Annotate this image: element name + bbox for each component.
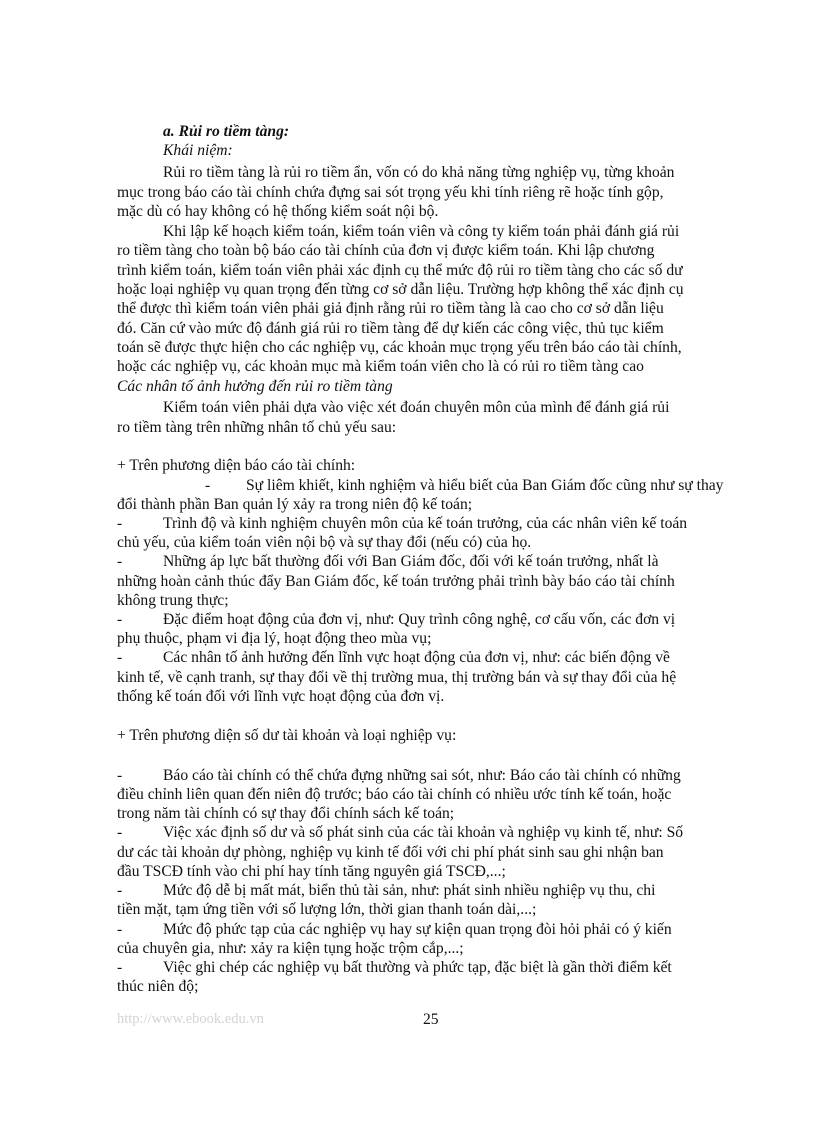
paragraph-line: toán sẽ được thực hiện cho các nghiệp vụ, các khoản mục trọng yếu trên báo cáo tài chính, bbox=[117, 339, 682, 356]
paragraph-line: Khi lập kế hoạch kiểm toán, kiểm toán viên và công ty kiểm toán phải đánh giá rủi bbox=[163, 223, 680, 240]
paragraph-line: thể được thì kiểm toán viên phải giả định rằng rủi ro tiềm tàng là cao cho cơ sở dẫn liệu bbox=[117, 300, 664, 317]
factors-label: Các nhân tố ảnh hưởng đến rủi ro tiềm tàng bbox=[117, 378, 393, 395]
section-title: + Trên phương diện số dư tài khoản và loại nghiệp vụ: bbox=[117, 727, 457, 744]
list-item-line: đầu TSCĐ tính vào chi phí hay tính tăng nguyên giá TSCĐ,...; bbox=[117, 863, 506, 880]
list-item-line: đổi thành phần Ban quản lý xảy ra trong niên độ kế toán; bbox=[117, 496, 473, 513]
list-item-line: Đặc điểm hoạt động của đơn vị, như: Quy trình công nghệ, cơ cấu vốn, các đơn vị bbox=[163, 611, 676, 628]
list-item-line: Việc ghi chép các nghiệp vụ bất thường và phức tạp, đặc biệt là gần thời điểm kết bbox=[163, 959, 672, 976]
concept-label: Khái niệm: bbox=[163, 142, 233, 159]
list-item-line: Sự liêm khiết, kinh nghiệm và hiểu biết của Ban Giám đốc cũng như sự thay bbox=[246, 477, 724, 494]
paragraph-line: đó. Căn cứ vào mức độ đánh giá rủi ro tiềm tàng để dự kiến các công việc, thủ tục kiểm bbox=[117, 320, 664, 337]
list-item-line: trong năm tài chính có sự thay đổi chính sách kế toán; bbox=[117, 805, 455, 822]
heading: a. Rủi ro tiềm tàng: bbox=[163, 123, 290, 140]
paragraph-line: Kiểm toán viên phải dựa vào việc xét đoán chuyên môn của mình để đánh giá rủi bbox=[163, 399, 670, 416]
paragraph-line: ro tiềm tàng trên những nhân tố chủ yếu sau: bbox=[117, 419, 397, 436]
footer-url[interactable]: http://www.ebook.edu.vn bbox=[117, 1011, 264, 1027]
list-item-line: không trung thực; bbox=[117, 592, 229, 609]
paragraph-line: ro tiềm tàng cho toàn bộ báo cáo tài chính của đơn vị được kiểm toán. Khi lập chương bbox=[117, 242, 655, 259]
paragraph-line: hoặc các nghiệp vụ, các khoản mục mà kiểm toán viên cho là có rủi ro tiềm tàng cao bbox=[117, 358, 644, 375]
list-item-line: Mức độ phức tạp của các nghiệp vụ hay sự kiện quan trọng đòi hỏi phải có ý kiến bbox=[163, 921, 672, 938]
list-dash: - bbox=[117, 611, 123, 628]
list-dash: - bbox=[117, 515, 123, 532]
list-item-line: thúc niên độ; bbox=[117, 978, 199, 995]
list-dash: - bbox=[117, 959, 123, 976]
section-title: + Trên phương diện báo cáo tài chính: bbox=[117, 457, 356, 474]
paragraph-line: mặc dù có hay không có hệ thống kiểm soát nội bộ. bbox=[117, 203, 439, 220]
list-item-line: những hoàn cảnh thúc đẩy Ban Giám đốc, kế toán trưởng phải trình bày báo cáo tài chính bbox=[117, 573, 675, 590]
paragraph-line: trình kiểm toán, kiểm toán viên phải xác định cụ thể mức độ rủi ro tiềm tàng cho các số dư bbox=[117, 262, 683, 279]
list-dash: - bbox=[117, 882, 123, 899]
list-dash: - bbox=[117, 553, 123, 570]
list-item-line: điều chỉnh liên quan đến niên độ trước; báo cáo tài chính có nhiều ước tính kế toán, hoặc bbox=[117, 786, 672, 803]
list-dash: - bbox=[117, 921, 123, 938]
list-dash: - bbox=[117, 824, 123, 841]
list-item-line: kinh tế, về cạnh tranh, sự thay đổi về thị trường mua, thị trường bán và sự thay đổi của hệ bbox=[117, 669, 677, 686]
page-number: 25 bbox=[423, 1011, 439, 1028]
paragraph-line: hoặc loại nghiệp vụ quan trọng đến từng cơ sở dẫn liệu. Trường hợp không thể xác định cụ bbox=[117, 281, 684, 298]
list-item-line: Mức độ dễ bị mất mát, biển thủ tài sản, như: phát sinh nhiều nghiệp vụ thu, chi bbox=[163, 882, 656, 899]
list-item-line: Những áp lực bất thường đối với Ban Giám đốc, đối với kế toán trưởng, nhất là bbox=[163, 553, 659, 570]
list-item-line: dư các tài khoản dự phòng, nghiệp vụ kinh tế đối với chi phí phát sinh sau ghi nhận ban bbox=[117, 844, 664, 861]
list-dash: - bbox=[205, 477, 211, 494]
list-item-line: tiền mặt, tạm ứng tiền với số lượng lớn, thời gian thanh toán dài,...; bbox=[117, 901, 537, 918]
list-item-line: của chuyên gia, như: xảy ra kiện tụng hoặc trộm cắp,...; bbox=[117, 940, 464, 957]
paragraph-line: mục trong báo cáo tài chính chứa đựng sai sót trọng yếu khi tính riêng rẽ hoặc tính gộp, bbox=[117, 184, 664, 201]
list-item-line: phụ thuộc, phạm vi địa lý, hoạt động theo mùa vụ; bbox=[117, 630, 432, 647]
list-item-line: Trình độ và kinh nghiệm chuyên môn của kế toán trưởng, của các nhân viên kế toán bbox=[163, 515, 688, 532]
list-item-line: chủ yếu, của kiểm toán viên nội bộ và sự thay đổi (nếu có) của họ. bbox=[117, 534, 532, 551]
paragraph-line: Rủi ro tiềm tàng là rủi ro tiềm ẩn, vốn có do khả năng từng nghiệp vụ, từng khoản bbox=[163, 164, 675, 181]
list-dash: - bbox=[117, 649, 123, 666]
list-item-line: Báo cáo tài chính có thể chứa đựng những sai sót, như: Báo cáo tài chính có những bbox=[163, 767, 681, 784]
list-item-line: Việc xác định số dư và số phát sinh của các tài khoản và nghiệp vụ kinh tế, như: Số bbox=[163, 824, 684, 841]
list-item-line: Các nhân tố ảnh hưởng đến lĩnh vực hoạt động của đơn vị, như: các biến động về bbox=[163, 649, 670, 666]
list-dash: - bbox=[117, 767, 123, 784]
list-item-line: thống kế toán đối với lĩnh vực hoạt động của đơn vị. bbox=[117, 688, 445, 705]
